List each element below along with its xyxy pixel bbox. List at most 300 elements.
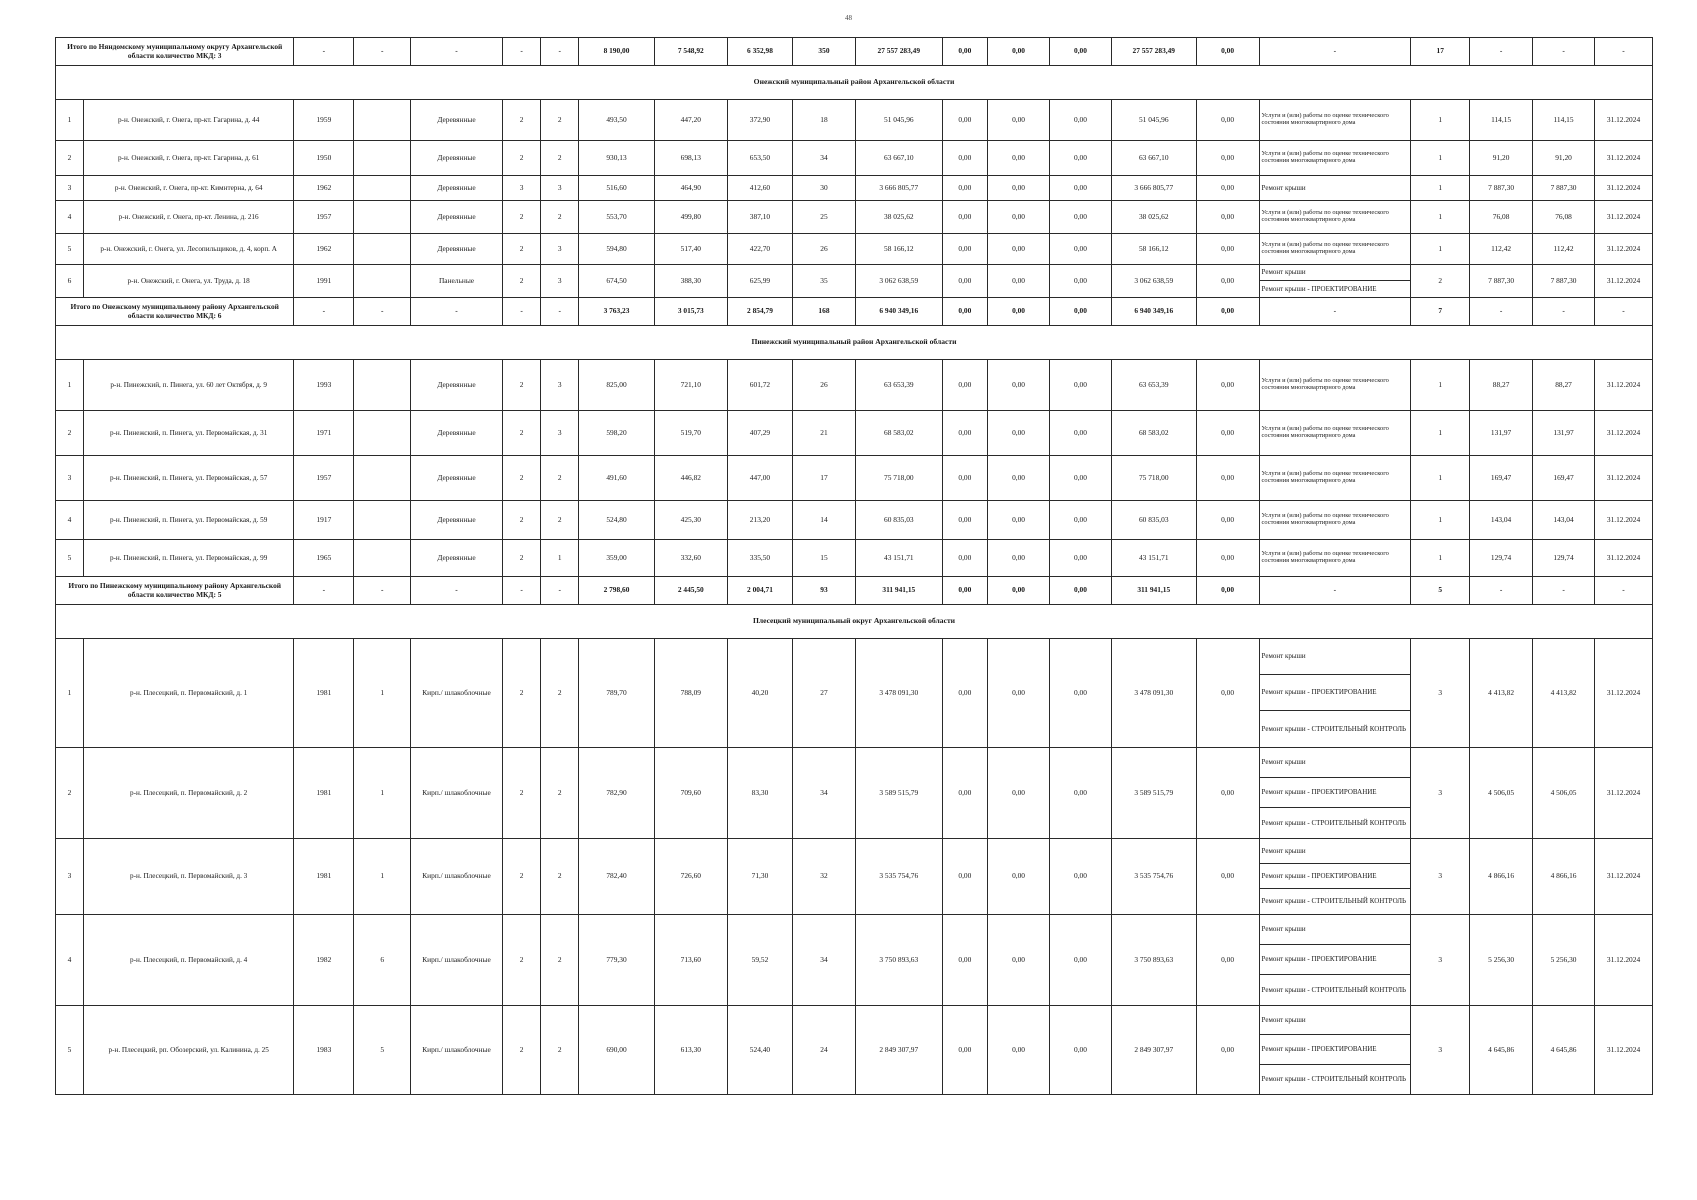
repair-cost-cell: 63 653,39 [855, 360, 942, 411]
work-type: Ремонт крыши [1260, 265, 1411, 281]
unit-cost-limit-cell: 91,20 [1533, 141, 1595, 176]
section-header-row [56, 66, 1653, 100]
residents-cell: 14 [792, 501, 855, 540]
unit-cost-cell: 4 645,86 [1470, 1006, 1533, 1095]
address-cell: р-н. Онежский, г. Онега, пр-кт. Кимнтерна, д. 64 [83, 176, 294, 201]
total-label: Итого по Онежскому муниципальному району Архангельской области количество МКД: 6 [56, 298, 294, 326]
floors-cell: 2 [502, 456, 540, 501]
total-cell: - [541, 298, 579, 326]
total-cell: - [294, 577, 354, 605]
completion-date-cell: 31.12.2024 [1595, 839, 1653, 915]
year-cell: 1981 [294, 748, 354, 839]
local-funds-cell: 0,00 [1050, 839, 1112, 915]
floors-cell: 2 [502, 201, 540, 234]
regional-funds-cell: 0,00 [988, 100, 1050, 141]
residential-area-cell: 412,60 [727, 176, 792, 201]
total-area-cell: 789,70 [579, 639, 654, 748]
residents-cell: 25 [792, 201, 855, 234]
federal-funds-cell: 0,00 [942, 540, 987, 577]
residential-area-cell: 213,20 [727, 501, 792, 540]
total-cell: 2 854,79 [727, 298, 792, 326]
floors-cell: 2 [502, 234, 540, 265]
regional-funds-cell: 0,00 [988, 839, 1050, 915]
other-funds-cell: 0,00 [1196, 540, 1259, 577]
wall-material-cell: Кирп./ шлакоблочные [411, 915, 503, 1006]
year-cell: 1993 [294, 360, 354, 411]
entrances-cell: 2 [541, 915, 579, 1006]
other-funds-cell: 0,00 [1196, 411, 1259, 456]
unit-cost-cell: 76,08 [1470, 201, 1533, 234]
owners-funds-cell: 2 849 307,97 [1111, 1006, 1196, 1095]
work-type: Услуги и (или) работы по оценке технического состояния многоквартирного дома [1261, 550, 1389, 564]
total-cell: - [294, 38, 354, 66]
unit-cost-cell: 143,04 [1470, 501, 1533, 540]
wall-material-cell: Деревянные [411, 501, 503, 540]
regional-funds-cell: 0,00 [988, 176, 1050, 201]
residential-area-cell: 83,30 [727, 748, 792, 839]
year-cell: 1962 [294, 234, 354, 265]
total-cell: 6 940 349,16 [855, 298, 942, 326]
year-cell: 1959 [294, 100, 354, 141]
residents-cell: 34 [792, 141, 855, 176]
premises-area-cell: 446,82 [654, 456, 727, 501]
row-number: 6 [56, 265, 84, 298]
total-cell: 93 [792, 577, 855, 605]
work-type: Услуги и (или) работы по оценке технического состояния многоквартирного дома [1261, 241, 1389, 255]
other-funds-cell: 0,00 [1196, 360, 1259, 411]
completion-date-cell: 31.12.2024 [1595, 456, 1653, 501]
table-row [56, 176, 1653, 201]
owners-funds-cell: 38 025,62 [1111, 201, 1196, 234]
total-cell: 168 [792, 298, 855, 326]
unit-cost-cell: 114,15 [1470, 100, 1533, 141]
owners-funds-cell: 75 718,00 [1111, 456, 1196, 501]
total-cell: 5 [1411, 577, 1470, 605]
row-number: 5 [56, 540, 84, 577]
completion-date-cell: 31.12.2024 [1595, 360, 1653, 411]
repair-cost-cell: 63 667,10 [855, 141, 942, 176]
unit-cost-cell: 169,47 [1470, 456, 1533, 501]
entrances-cell: 2 [541, 1006, 579, 1095]
entrances-cell: 2 [541, 201, 579, 234]
total-cell: 311 941,15 [1111, 577, 1196, 605]
section-header-row [56, 605, 1653, 639]
floors-cell: 2 [502, 411, 540, 456]
work-count-cell: 1 [1411, 234, 1470, 265]
repair-cost-cell: 58 166,12 [855, 234, 942, 265]
table-row [56, 234, 1653, 265]
total-cell: 0,00 [988, 38, 1050, 66]
federal-funds-cell: 0,00 [942, 201, 987, 234]
work-count-cell: 1 [1411, 456, 1470, 501]
completion-date-cell: 31.12.2024 [1595, 748, 1653, 839]
total-area-cell: 524,80 [579, 501, 654, 540]
unit-cost-cell: 129,74 [1470, 540, 1533, 577]
residential-area-cell: 407,29 [727, 411, 792, 456]
work-count-cell: 1 [1411, 501, 1470, 540]
residential-area-cell: 422,70 [727, 234, 792, 265]
table-row [56, 141, 1653, 176]
work-count-cell: 1 [1411, 100, 1470, 141]
works-cell [1259, 176, 1411, 201]
repair-cost-cell: 3 478 091,30 [855, 639, 942, 748]
regional-funds-cell: 0,00 [988, 411, 1050, 456]
table-row [56, 265, 1653, 298]
residents-cell: 24 [792, 1006, 855, 1095]
completion-date-cell: 31.12.2024 [1595, 639, 1653, 748]
year-cell: 1983 [294, 1006, 354, 1095]
local-funds-cell: 0,00 [1050, 100, 1112, 141]
other-funds-cell: 0,00 [1196, 839, 1259, 915]
total-cell: - [1470, 298, 1533, 326]
work-count-cell: 1 [1411, 540, 1470, 577]
commissioning-cell [354, 411, 411, 456]
floors-cell: 2 [502, 540, 540, 577]
commissioning-cell [354, 360, 411, 411]
residents-cell: 32 [792, 839, 855, 915]
federal-funds-cell: 0,00 [942, 265, 987, 298]
total-cell: - [1533, 298, 1595, 326]
total-cell: 3 015,73 [654, 298, 727, 326]
completion-date-cell: 31.12.2024 [1595, 100, 1653, 141]
work-type: Услуги и (или) работы по оценке технического состояния многоквартирного дома [1261, 470, 1389, 484]
address-cell: р-н. Онежский, г. Онега, пр-кт. Ленина, д. 216 [83, 201, 294, 234]
total-area-cell: 493,50 [579, 100, 654, 141]
wall-material-cell: Деревянные [411, 201, 503, 234]
wall-material-cell: Деревянные [411, 141, 503, 176]
total-cell: - [294, 298, 354, 326]
section-title: Онежский муниципальный район Архангельской области [56, 66, 1653, 100]
federal-funds-cell: 0,00 [942, 360, 987, 411]
local-funds-cell: 0,00 [1050, 1006, 1112, 1095]
row-number: 5 [56, 1006, 84, 1095]
unit-cost-limit-cell: 7 887,30 [1533, 265, 1595, 298]
floors-cell: 2 [502, 748, 540, 839]
premises-area-cell: 519,70 [654, 411, 727, 456]
floors-cell: 2 [502, 141, 540, 176]
entrances-cell: 2 [541, 748, 579, 839]
total-cell: - [1533, 577, 1595, 605]
section-header-row [56, 326, 1653, 360]
federal-funds-cell: 0,00 [942, 234, 987, 265]
work-count-cell: 3 [1411, 1006, 1470, 1095]
row-number: 1 [56, 360, 84, 411]
commissioning-cell: 1 [354, 639, 411, 748]
residential-area-cell: 524,40 [727, 1006, 792, 1095]
work-type: Услуги и (или) работы по оценке технического состояния многоквартирного дома [1261, 112, 1389, 126]
owners-funds-cell: 51 045,96 [1111, 100, 1196, 141]
table-row [56, 201, 1653, 234]
repair-cost-cell: 60 835,03 [855, 501, 942, 540]
premises-area-cell: 709,60 [654, 748, 727, 839]
commissioning-cell [354, 201, 411, 234]
commissioning-cell [354, 176, 411, 201]
address-cell: р-н. Онежский, г. Онега, ул. Лесопильщиков, д. 4, корп. А [83, 234, 294, 265]
address-cell: р-н. Пинежский, п. Пинега, ул. Первомайская, д. 57 [83, 456, 294, 501]
local-funds-cell: 0,00 [1050, 915, 1112, 1006]
other-funds-cell: 0,00 [1196, 265, 1259, 298]
total-cell: - [1259, 298, 1411, 326]
repair-cost-cell: 3 062 638,59 [855, 265, 942, 298]
repair-cost-cell: 3 666 805,77 [855, 176, 942, 201]
premises-area-cell: 517,40 [654, 234, 727, 265]
works-cell [1259, 915, 1411, 1006]
total-cell: - [1259, 577, 1411, 605]
federal-funds-cell: 0,00 [942, 839, 987, 915]
federal-funds-cell: 0,00 [942, 141, 987, 176]
row-number: 2 [56, 141, 84, 176]
local-funds-cell: 0,00 [1050, 141, 1112, 176]
work-type: Ремонт крыши - ПРОЕКТИРОВАНИЕ [1261, 284, 1377, 293]
row-number: 3 [56, 456, 84, 501]
works-cell [1259, 201, 1411, 234]
total-cell: - [411, 577, 503, 605]
residents-cell: 34 [792, 748, 855, 839]
unit-cost-limit-cell: 169,47 [1533, 456, 1595, 501]
works-cell [1259, 411, 1411, 456]
completion-date-cell: 31.12.2024 [1595, 176, 1653, 201]
address-cell: р-н. Пинежский, п. Пинега, ул. Первомайская, д. 31 [83, 411, 294, 456]
total-cell: 3 763,23 [579, 298, 654, 326]
address-cell: р-н. Онежский, г. Онега, пр-кт. Гагарина, д. 44 [83, 100, 294, 141]
work-type: Ремонт крыши - СТРОИТЕЛЬНЫЙ КОНТРОЛЬ [1261, 724, 1407, 733]
other-funds-cell: 0,00 [1196, 176, 1259, 201]
regional-funds-cell: 0,00 [988, 501, 1050, 540]
total-area-cell: 930,13 [579, 141, 654, 176]
completion-date-cell: 31.12.2024 [1595, 265, 1653, 298]
repair-cost-cell: 75 718,00 [855, 456, 942, 501]
completion-date-cell: 31.12.2024 [1595, 141, 1653, 176]
regional-funds-cell: 0,00 [988, 234, 1050, 265]
total-area-cell: 674,50 [579, 265, 654, 298]
works-cell [1259, 748, 1411, 839]
entrances-cell: 3 [541, 360, 579, 411]
total-cell: - [1259, 38, 1411, 66]
residential-area-cell: 372,90 [727, 100, 792, 141]
federal-funds-cell: 0,00 [942, 456, 987, 501]
federal-funds-cell: 0,00 [942, 639, 987, 748]
total-cell: - [1595, 298, 1653, 326]
total-cell: 27 557 283,49 [1111, 38, 1196, 66]
completion-date-cell: 31.12.2024 [1595, 1006, 1653, 1095]
regional-funds-cell: 0,00 [988, 1006, 1050, 1095]
total-cell: - [502, 298, 540, 326]
total-area-cell: 779,30 [579, 915, 654, 1006]
residential-area-cell: 40,20 [727, 639, 792, 748]
floors-cell: 2 [502, 501, 540, 540]
other-funds-cell: 0,00 [1196, 100, 1259, 141]
completion-date-cell: 31.12.2024 [1595, 501, 1653, 540]
completion-date-cell: 31.12.2024 [1595, 411, 1653, 456]
residents-cell: 18 [792, 100, 855, 141]
work-count-cell: 1 [1411, 201, 1470, 234]
residents-cell: 17 [792, 456, 855, 501]
work-type: Ремонт крыши [1260, 639, 1411, 675]
work-type: Ремонт крыши - ПРОЕКТИРОВАНИЕ [1260, 945, 1411, 975]
unit-cost-cell: 7 887,30 [1470, 176, 1533, 201]
premises-area-cell: 613,30 [654, 1006, 727, 1095]
work-count-cell: 3 [1411, 748, 1470, 839]
regional-funds-cell: 0,00 [988, 265, 1050, 298]
unit-cost-limit-cell: 7 887,30 [1533, 176, 1595, 201]
row-number: 4 [56, 501, 84, 540]
unit-cost-cell: 112,42 [1470, 234, 1533, 265]
total-cell: 2 798,60 [579, 577, 654, 605]
address-cell: р-н. Онежский, г. Онега, пр-кт. Гагарина, д. 61 [83, 141, 294, 176]
wall-material-cell: Деревянные [411, 540, 503, 577]
total-cell: 27 557 283,49 [855, 38, 942, 66]
commissioning-cell [354, 501, 411, 540]
other-funds-cell: 0,00 [1196, 915, 1259, 1006]
works-cell [1259, 1006, 1411, 1095]
completion-date-cell: 31.12.2024 [1595, 201, 1653, 234]
total-cell: - [354, 577, 411, 605]
row-number: 5 [56, 234, 84, 265]
total-area-cell: 553,70 [579, 201, 654, 234]
capital-repair-register-table [55, 37, 1653, 1095]
unit-cost-cell: 88,27 [1470, 360, 1533, 411]
other-funds-cell: 0,00 [1196, 1006, 1259, 1095]
total-area-cell: 782,90 [579, 748, 654, 839]
other-funds-cell: 0,00 [1196, 234, 1259, 265]
regional-funds-cell: 0,00 [988, 540, 1050, 577]
other-funds-cell: 0,00 [1196, 501, 1259, 540]
row-number: 4 [56, 201, 84, 234]
floors-cell: 2 [502, 100, 540, 141]
local-funds-cell: 0,00 [1050, 540, 1112, 577]
total-cell: 6 352,98 [727, 38, 792, 66]
premises-area-cell: 788,09 [654, 639, 727, 748]
total-cell: - [354, 38, 411, 66]
district-total-row [56, 38, 1653, 66]
regional-funds-cell: 0,00 [988, 141, 1050, 176]
work-type: Услуги и (или) работы по оценке технического состояния многоквартирного дома [1261, 377, 1389, 391]
commissioning-cell: 6 [354, 915, 411, 1006]
total-cell: 350 [792, 38, 855, 66]
entrances-cell: 2 [541, 839, 579, 915]
unit-cost-limit-cell: 114,15 [1533, 100, 1595, 141]
total-cell: - [1595, 38, 1653, 66]
row-number: 3 [56, 839, 84, 915]
total-cell: - [1470, 577, 1533, 605]
floors-cell: 2 [502, 360, 540, 411]
entrances-cell: 2 [541, 501, 579, 540]
local-funds-cell: 0,00 [1050, 411, 1112, 456]
work-count-cell: 1 [1411, 176, 1470, 201]
unit-cost-limit-cell: 88,27 [1533, 360, 1595, 411]
works-cell [1259, 501, 1411, 540]
repair-cost-cell: 3 750 893,63 [855, 915, 942, 1006]
table-row [56, 839, 1653, 915]
total-cell: 0,00 [1196, 298, 1259, 326]
table-row [56, 1006, 1653, 1095]
work-type: Ремонт крыши - СТРОИТЕЛЬНЫЙ КОНТРОЛЬ [1261, 1075, 1407, 1084]
total-cell: 0,00 [988, 298, 1050, 326]
total-cell: - [354, 298, 411, 326]
unit-cost-limit-cell: 129,74 [1533, 540, 1595, 577]
floors-cell: 2 [502, 265, 540, 298]
section-title: Плесецкий муниципальный округ Архангельской области [56, 605, 1653, 639]
federal-funds-cell: 0,00 [942, 915, 987, 1006]
unit-cost-cell: 5 256,30 [1470, 915, 1533, 1006]
wall-material-cell: Деревянные [411, 456, 503, 501]
owners-funds-cell: 3 750 893,63 [1111, 915, 1196, 1006]
commissioning-cell [354, 265, 411, 298]
regional-funds-cell: 0,00 [988, 201, 1050, 234]
residential-area-cell: 625,99 [727, 265, 792, 298]
unit-cost-cell: 4 506,05 [1470, 748, 1533, 839]
work-type: Ремонт крыши - ПРОЕКТИРОВАНИЕ [1260, 675, 1411, 711]
works-cell [1259, 639, 1411, 748]
address-cell: р-н. Онежский, г. Онега, ул. Труда, д. 18 [83, 265, 294, 298]
repair-cost-cell: 38 025,62 [855, 201, 942, 234]
entrances-cell: 2 [541, 639, 579, 748]
owners-funds-cell: 68 583,02 [1111, 411, 1196, 456]
work-count-cell: 1 [1411, 411, 1470, 456]
works-cell [1259, 456, 1411, 501]
total-cell: - [502, 38, 540, 66]
address-cell: р-н. Плесецкий, п. Первомайский, д. 4 [83, 915, 294, 1006]
work-type: Ремонт крыши - ПРОЕКТИРОВАНИЕ [1260, 778, 1411, 808]
year-cell: 1982 [294, 915, 354, 1006]
unit-cost-cell: 4 413,82 [1470, 639, 1533, 748]
total-area-cell: 491,60 [579, 456, 654, 501]
works-cell [1259, 540, 1411, 577]
total-cell: - [411, 38, 503, 66]
premises-area-cell: 464,90 [654, 176, 727, 201]
year-cell: 1957 [294, 456, 354, 501]
unit-cost-limit-cell: 76,08 [1533, 201, 1595, 234]
unit-cost-limit-cell: 4 866,16 [1533, 839, 1595, 915]
commissioning-cell [354, 540, 411, 577]
floors-cell: 2 [502, 915, 540, 1006]
entrances-cell: 3 [541, 265, 579, 298]
commissioning-cell [354, 100, 411, 141]
commissioning-cell [354, 456, 411, 501]
completion-date-cell: 31.12.2024 [1595, 540, 1653, 577]
total-cell: - [411, 298, 503, 326]
other-funds-cell: 0,00 [1196, 201, 1259, 234]
total-area-cell: 359,00 [579, 540, 654, 577]
row-number: 2 [56, 411, 84, 456]
work-type: Ремонт крыши [1260, 915, 1411, 945]
residential-area-cell: 335,50 [727, 540, 792, 577]
address-cell: р-н. Плесецкий, п. Первомайский, д. 1 [83, 639, 294, 748]
wall-material-cell: Деревянные [411, 360, 503, 411]
regional-funds-cell: 0,00 [988, 639, 1050, 748]
work-count-cell: 1 [1411, 360, 1470, 411]
residents-cell: 30 [792, 176, 855, 201]
residential-area-cell: 447,00 [727, 456, 792, 501]
year-cell: 1957 [294, 201, 354, 234]
commissioning-cell [354, 234, 411, 265]
unit-cost-cell: 91,20 [1470, 141, 1533, 176]
work-type: Услуги и (или) работы по оценке технического состояния многоквартирного дома [1261, 150, 1389, 164]
local-funds-cell: 0,00 [1050, 201, 1112, 234]
works-cell [1259, 265, 1411, 298]
repair-cost-cell: 43 151,71 [855, 540, 942, 577]
page-number: 48 [845, 14, 852, 22]
unit-cost-limit-cell: 4 506,05 [1533, 748, 1595, 839]
total-cell: 311 941,15 [855, 577, 942, 605]
year-cell: 1965 [294, 540, 354, 577]
address-cell: р-н. Пинежский, п. Пинега, ул. Первомайская, д. 59 [83, 501, 294, 540]
entrances-cell: 2 [541, 141, 579, 176]
entrances-cell: 3 [541, 411, 579, 456]
residents-cell: 34 [792, 915, 855, 1006]
premises-area-cell: 698,13 [654, 141, 727, 176]
federal-funds-cell: 0,00 [942, 1006, 987, 1095]
